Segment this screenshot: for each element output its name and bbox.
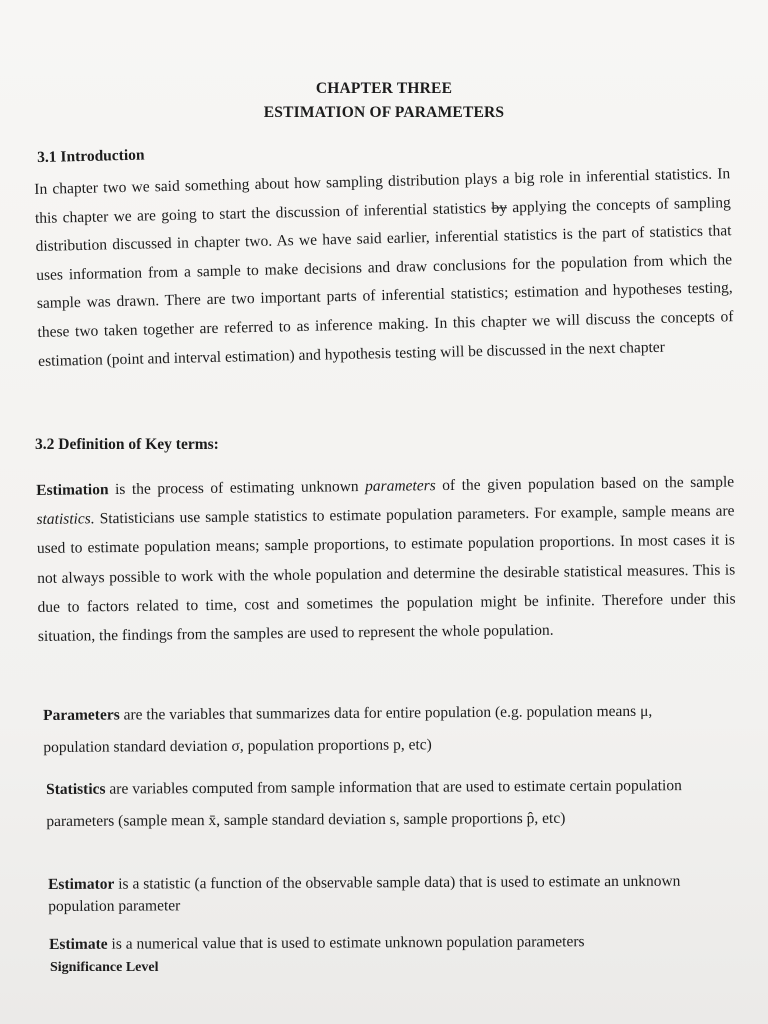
estimation-italic-parameters: parameters	[365, 477, 436, 495]
definition-estimation	[36, 467, 736, 651]
estimation-italic-statistics: statistics.	[36, 510, 95, 529]
estimator-text: is a statistic (a function of the observable sample data) that is used to estimate an unknown population parameter	[48, 872, 681, 915]
intro-strikethrough-word: by	[491, 198, 508, 217]
statistics-text: are variables computed from sample information that are used to estimate certain population parameters (sample mean x̄, sample standard deviation s, sample proportions p̂, etc)	[46, 777, 682, 830]
term-estimate: Estimate	[49, 935, 108, 953]
term-significance-level: Significance Level	[50, 960, 159, 975]
definition-statistics	[46, 770, 718, 838]
chapter-heading: CHAPTER THREE	[315, 80, 453, 97]
introduction-paragraph	[34, 160, 734, 376]
section-title-introduction: 3.1 Introduction	[37, 146, 145, 166]
definition-parameters	[43, 695, 703, 764]
term-estimation: Estimation	[36, 481, 109, 499]
term-estimator: Estimator	[48, 875, 115, 893]
estimation-text-b: of the given population based on the sample	[435, 473, 735, 495]
intro-text-part-b: applying the concepts of sampling distribution discussed in chapter two. As we have said earlier, inferential statistics is the part of statistics that uses information from a sample to make decisions and draw conclusions for the population from which the sample was drawn. There are two important parts of inferential statistics; estimation and hypotheses testing, these two taken together are referred to as inference making. In this chapter we will discuss the concepts of estimation (point and interval estimation) and hypothesis testing will be discussed in the next chapter	[35, 193, 734, 370]
section-title-key-terms: 3.2 Definition of Key terms:	[35, 436, 219, 453]
parameters-text: are the variables that summarizes data for entire population (e.g. population means μ, population standard deviation σ, population proportions p, etc)	[43, 702, 653, 756]
estimation-text-a: is the process of estimating unknown	[108, 477, 366, 499]
estimation-text-c: Statisticians use sample statistics to estimate population parameters. For example, sample means are used to estimate population means; sample proportions, to estimate population proportions. In most cases it is not always possible to work with the whole population and determine the desirable statistical measures. This is due to factors related to time, cost and sometimes the population might be infinite. Therefore under this situation, the findings from the samples are used to represent the whole population.	[36, 502, 736, 646]
term-statistics: Statistics	[46, 780, 106, 798]
term-parameters: Parameters	[43, 706, 120, 724]
chapter-title: ESTIMATION OF PARAMETERS	[263, 104, 505, 121]
definition-estimator	[48, 870, 722, 918]
intro-text-part-a: In chapter two we said something about how sampling distribution plays a big role in inferential statistics. In this chapter we are going to start the discussion of inferential statistics	[34, 165, 731, 227]
definition-estimate	[49, 927, 729, 959]
estimate-text: is a numerical value that is used to estimate unknown population parameters	[107, 933, 585, 953]
